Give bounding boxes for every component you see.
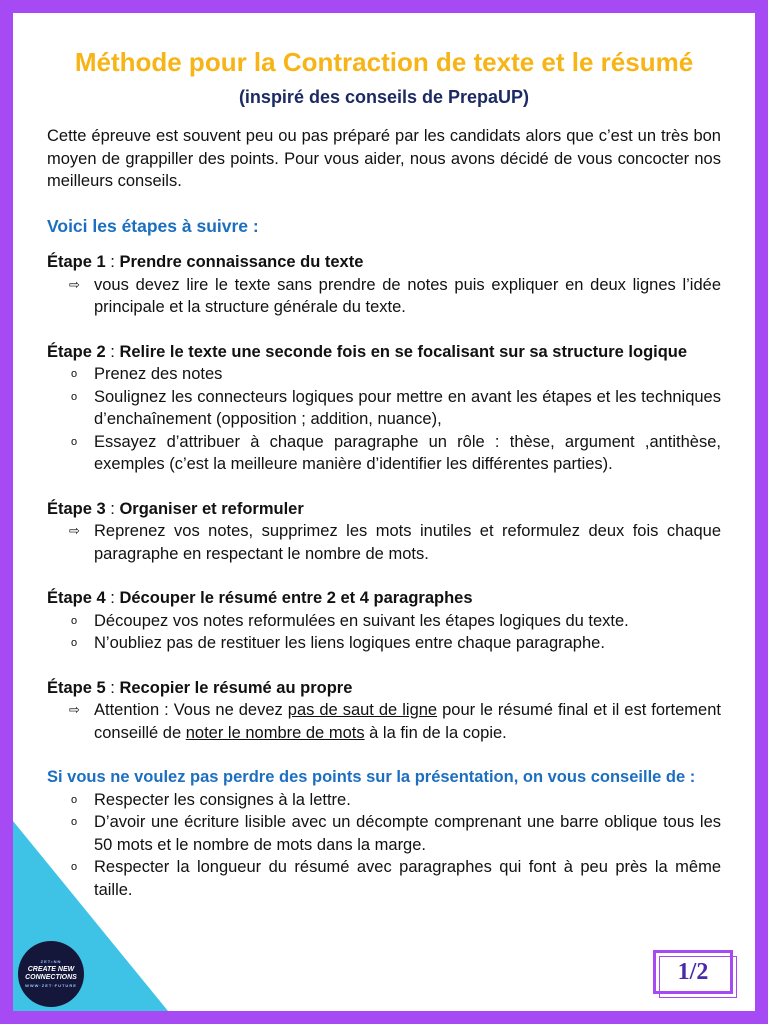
step-title: [47, 677, 721, 700]
step-5: [47, 677, 721, 745]
logo: [18, 941, 84, 1007]
list-item-text: Prenez des notes: [94, 365, 223, 383]
circle-bullet-icon: o: [71, 368, 78, 380]
logo-line-1: CREATE NEW: [27, 966, 75, 973]
step-items: [47, 699, 721, 744]
step-name: Prendre connaissance du texte: [119, 253, 364, 271]
list-item: [47, 610, 721, 633]
step-name: Relire le texte une seconde fois en se focalisant sur sa structure logique: [119, 342, 688, 361]
step-separator: :: [105, 253, 120, 271]
step-4: [47, 587, 721, 655]
list-item-text: Respecter les consignes à la lettre.: [94, 790, 351, 809]
step-number: Étape 3: [47, 499, 106, 518]
list-item-text: Essayez d’attribuer à chaque paragraphe un rôle : thèse, argument ,antithèse, exemples (c’est la meilleure manière d’identifier les différentes parties).: [94, 432, 721, 473]
circle-bullet-icon: o: [71, 861, 78, 873]
circle-bullet-icon: o: [71, 614, 78, 627]
step-title: [47, 251, 721, 274]
circle-bullet-icon: o: [71, 435, 78, 448]
step-name: Recopier le résumé au propre: [119, 678, 353, 697]
list-item-text: vous devez lire le texte sans prendre de notes puis expliquer en deux lignes l’idée principale et la structure générale du texte.: [94, 275, 721, 316]
arrow-icon: ⇨: [69, 276, 80, 292]
step-items: [47, 363, 721, 476]
step-title: [47, 498, 721, 521]
step-name: Organiser et reformuler: [119, 499, 304, 518]
underlined-text: pas de saut de ligne: [287, 701, 438, 719]
list-item-text: N’oubliez pas de restituer les liens logiques entre chaque paragraphe.: [94, 634, 605, 652]
step-number: Étape 4: [47, 589, 106, 607]
advice-heading: Si vous ne voulez pas perdre des points sur la présentation, on vous conseille de :: [47, 768, 696, 786]
title-subtitle: (inspiré des conseils de PrepaUP): [238, 87, 530, 107]
step-separator: :: [105, 678, 120, 697]
list-item-text: Découpez vos notes reformulées en suivant les étapes logiques du texte.: [94, 611, 629, 630]
step-items: [47, 274, 721, 319]
circle-bullet-icon: o: [71, 793, 78, 806]
list-item-text: pour le résumé final et il est fortement conseillé de: [94, 701, 721, 742]
list-item: [47, 274, 721, 319]
step-items: [47, 610, 721, 655]
list-item-text: à la fin de la copie.: [364, 723, 507, 742]
list-item: [47, 386, 721, 431]
logo-top-text: ZET•NN: [40, 959, 62, 964]
step-2: [47, 341, 721, 476]
document-page: [13, 13, 755, 1011]
logo-line-2: CONNECTIONS: [25, 974, 77, 981]
step-separator: :: [105, 499, 120, 518]
list-item: [47, 789, 721, 812]
step-number: Étape 5: [47, 678, 106, 697]
list-item-text: Soulignez les connecteurs logiques pour mettre en avant les étapes et les techniques d’enchaînement (opposition ; addition, nuance),: [94, 387, 721, 428]
step-separator: :: [105, 589, 120, 607]
list-item: [47, 431, 721, 476]
logo-bottom-text: WWW·ZET·FUTURE: [25, 983, 77, 988]
arrow-icon: ⇨: [69, 523, 80, 538]
step-number: Étape 2: [47, 342, 106, 361]
step-3: [47, 498, 721, 566]
intro-paragraph: Cette épreuve est souvent peu ou pas préparé par les candidats alors que c’est un très bon moyen de grappiller des points. Pour vous aider, nous avons décidé de vous concocter nos meilleurs conseils.: [47, 127, 721, 190]
document-body: [47, 125, 721, 901]
list-item: [47, 699, 721, 744]
step-title: [47, 341, 721, 364]
step-name: Découper le résumé entre 2 et 4 paragraphes: [119, 589, 473, 607]
step-1: [47, 251, 721, 319]
list-item: [47, 363, 721, 386]
title-text: Méthode pour la Contraction de texte et le résumé: [74, 47, 694, 77]
list-item: [47, 632, 721, 655]
step-title: [47, 587, 721, 610]
steps-heading: Voici les étapes à suivre :: [47, 215, 259, 236]
list-item-text: D’avoir une écriture lisible avec un décompte comprenant une barre oblique tous les 50 mots et le nombre de mots dans la marge.: [94, 813, 721, 854]
list-item: [47, 520, 721, 565]
list-item-text: Attention : Vous ne devez: [94, 701, 288, 719]
circle-bullet-icon: o: [71, 390, 78, 403]
document-title: [43, 46, 725, 113]
list-item-text: Respecter la longueur du résumé avec paragraphes qui font à peu près la même taille.: [94, 858, 721, 899]
page-number: 1/2: [653, 950, 733, 994]
list-item-text: Reprenez vos notes, supprimez les mots inutiles et reformulez deux fois chaque paragraphe en respectant le nombre de mots.: [94, 522, 721, 563]
circle-bullet-icon: o: [71, 816, 78, 828]
circle-bullet-icon: o: [71, 637, 78, 649]
underlined-text: noter le nombre de mots: [185, 723, 365, 742]
step-items: [47, 520, 721, 565]
arrow-icon: ⇨: [69, 702, 80, 717]
step-separator: :: [105, 342, 120, 361]
step-number: Étape 1: [47, 253, 106, 271]
